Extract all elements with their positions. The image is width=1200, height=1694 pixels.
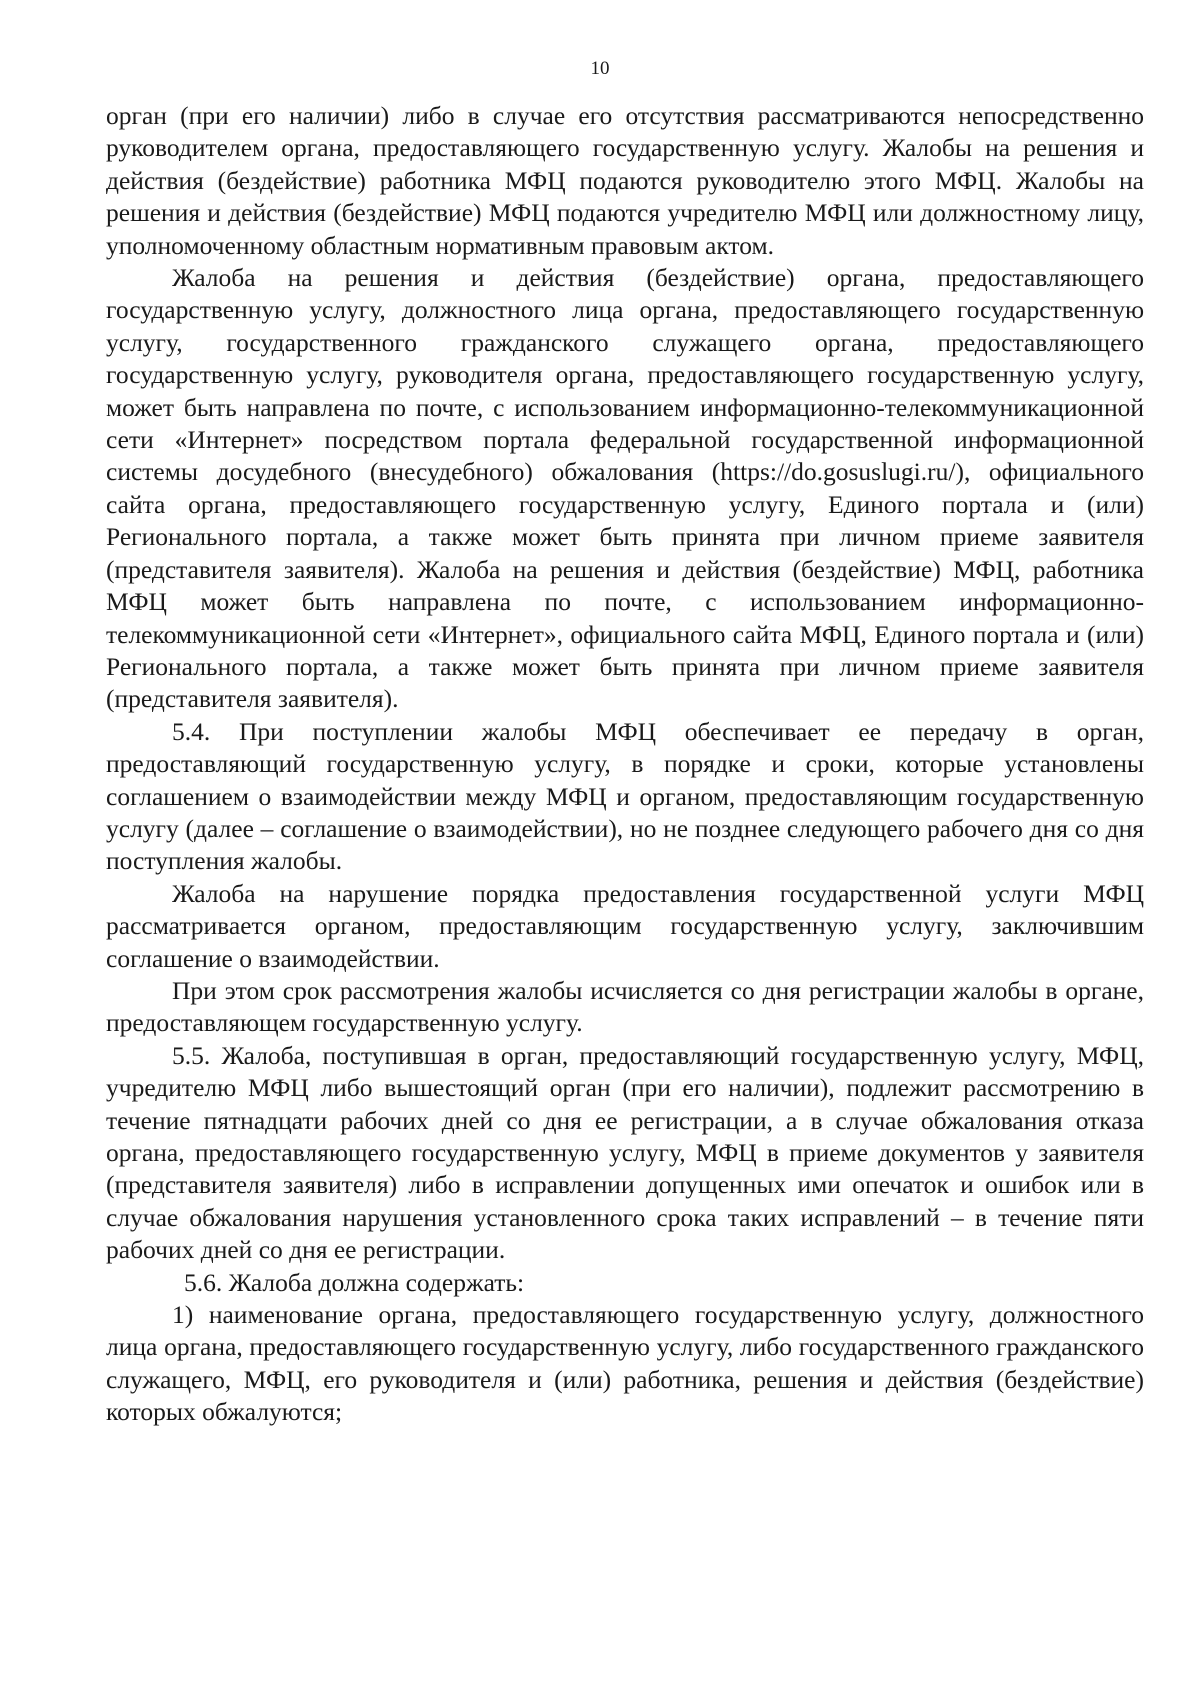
paragraph-review-term: При этом срок рассмотрения жалобы исчисляется со дня регистрации жалобы в органе, предоставляющем государственную услугу. xyxy=(106,975,1144,1038)
document-body xyxy=(106,100,1144,1429)
paragraph-complaint-submission: Жалоба на решения и действия (бездействие) органа, предоставляющего государственную услугу, должностного лица органа, предоставляющего государственную услугу, государственного гражданского служащего органа, предоставляющего государственную услугу, руководителя органа, предоставляющего государственную услугу, может быть направлена по почте, с использованием информационно-телекоммуникационной сети «Интернет» посредством портала федеральной государственной информационной системы досудебного (внесудебного) обжалования (https://do.gosuslugi.ru/), официального сайта органа, предоставляющего государственную услугу, Единого портала и (или) Регионального портала, а также может быть принята при личном приеме заявителя (представителя заявителя). Жалоба на решения и действия (бездействие) МФЦ, работника МФЦ может быть направлена по почте, с использованием информационно-телекоммуникационной сети «Интернет», официального сайта МФЦ, Единого портала и (или) Регионального портала, а также может быть принята при личном приеме заявителя (представителя заявителя). xyxy=(106,263,1144,714)
page-number: 10 xyxy=(590,58,610,79)
paragraph-5-6: 5.6. Жалоба должна содержать: xyxy=(184,1267,525,1297)
paragraph-list-item-1: 1) наименование органа, предоставляющего государственную услугу, должностного лица органа, предоставляющего государственную услугу, либо государственного гражданского служащего, МФЦ, его руководителя и (или) работника, решения и действия (бездействие) которых обжалуются; xyxy=(106,1300,1144,1427)
paragraph-5-5: 5.5. Жалоба, поступившая в орган, предоставляющий государственную услугу, МФЦ, учредителю МФЦ либо вышестоящий орган (при его наличии), подлежит рассмотрению в течение пятнадцати рабочих дней со дня ее регистрации, а в случае обжалования отказа органа, предоставляющего государственную услугу, МФЦ в приеме документов у заявителя (представителя заявителя) либо в исправлении допущенных ими опечаток и ошибок или в случае обжалования нарушения установленного срока таких исправлений – в течение пяти рабочих дней со дня ее регистрации. xyxy=(106,1040,1144,1265)
paragraph-mfc-violation: Жалоба на нарушение порядка предоставления государственной услуги МФЦ рассматривается органом, предоставляющим государственную услугу, заключившим соглашение о взаимодействии. xyxy=(106,878,1144,973)
paragraph-continuation: орган (при его наличии) либо в случае его отсутствия рассматриваются непосредственно руководителем органа, предоставляющего государственную услугу. Жалобы на решения и действия (бездействие) работника МФЦ подаются руководителю этого МФЦ. Жалобы на решения и действия (бездействие) МФЦ подаются учредителю МФЦ или должностному лицу, уполномоченному областным нормативным правовым актом. xyxy=(106,101,1144,260)
paragraph-5-4: 5.4. При поступлении жалобы МФЦ обеспечивает ее передачу в орган, предоставляющий государственную услугу, в порядке и сроки, которые установлены соглашением о взаимодействии между МФЦ и органом, предоставляющим государственную услугу (далее – соглашение о взаимодействии), но не позднее следующего рабочего дня со дня поступления жалобы. xyxy=(106,716,1144,876)
